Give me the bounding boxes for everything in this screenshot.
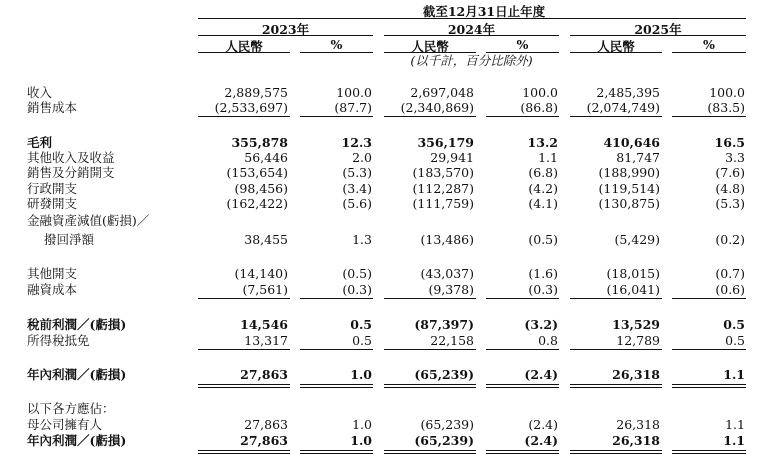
- row-value: (112,287): [412, 181, 474, 196]
- rule-profit-double-1: [672, 384, 746, 385]
- row-value: 16.5: [714, 135, 745, 150]
- row-value: (2.4): [524, 433, 558, 448]
- row-value: 1.1: [725, 417, 745, 432]
- row-value: (86.8): [520, 100, 558, 115]
- row-value: (153,654): [226, 165, 288, 180]
- row-value: 1.0: [350, 433, 372, 448]
- row-label: 研發開支: [27, 196, 78, 211]
- rule-profit-double-1: [570, 384, 662, 385]
- row-value: (16,041): [606, 282, 660, 297]
- row-value: 0.5: [350, 317, 372, 332]
- rule-after-finance-costs: [672, 298, 746, 299]
- rule-after-tax: [672, 349, 746, 350]
- row-value: (5.6): [342, 196, 372, 211]
- row-value: (7,561): [242, 282, 288, 297]
- row-value: (98,456): [234, 181, 288, 196]
- row-value: (0.5): [342, 266, 372, 281]
- row-value: (5,429): [614, 232, 660, 247]
- rule-profit-double-1: [384, 384, 476, 385]
- row-value: (119,514): [598, 181, 660, 196]
- rule-after-finance-costs: [570, 298, 662, 299]
- rule-after-cost-of-sales: [384, 116, 476, 117]
- year-2023-rule: [198, 35, 373, 36]
- row-value: 27,863: [240, 367, 288, 382]
- rule-profit-double-2: [198, 387, 290, 388]
- row-value: 56,446: [244, 150, 288, 165]
- row-value: 26,318: [612, 433, 660, 448]
- row-value: (3.4): [342, 181, 372, 196]
- rule-final-double-2: [672, 453, 746, 454]
- row-value: (5.3): [342, 165, 372, 180]
- row-value: 100.0: [336, 85, 372, 100]
- row-value: 1.1: [723, 367, 745, 382]
- row-value: (65,239): [420, 417, 474, 432]
- row-value: (2,340,869): [400, 100, 474, 115]
- row-value: 13,317: [244, 333, 288, 348]
- rule-pct-2025: [672, 52, 746, 53]
- rule-final-double-1: [570, 450, 662, 451]
- rule-final-double-1: [672, 450, 746, 451]
- row-value: 26,318: [612, 367, 660, 382]
- rule-after-cost-of-sales: [198, 116, 290, 117]
- row-value: (83.5): [707, 100, 745, 115]
- row-value: (0.6): [715, 282, 745, 297]
- rule-currency-2025: [570, 52, 662, 53]
- row-value: (18,015): [606, 266, 660, 281]
- row-value: (2,533,697): [214, 100, 288, 115]
- row-label: 年內利潤／(虧損): [27, 367, 127, 382]
- row-value: 27,863: [240, 433, 288, 448]
- row-label: 撥回淨額: [44, 232, 95, 247]
- rule-final-double-1: [198, 450, 290, 451]
- row-value: 29,941: [430, 150, 474, 165]
- row-label: 收入: [27, 85, 53, 100]
- row-value: 100.0: [709, 85, 745, 100]
- row-value: (3.2): [524, 317, 558, 332]
- row-label: 年內利潤／(虧損): [27, 433, 127, 448]
- row-value: (65,239): [414, 367, 474, 382]
- row-label: 毛利: [27, 135, 53, 150]
- rule-profit-double-2: [672, 387, 746, 388]
- rule-final-double-1: [486, 450, 559, 451]
- rule-final-double-2: [570, 453, 662, 454]
- rule-after-tax: [486, 349, 559, 350]
- row-value: (0.7): [715, 266, 745, 281]
- year-2024: 2024年: [447, 22, 496, 37]
- row-value: (4.8): [715, 181, 745, 196]
- row-label: 以下各方應佔：: [27, 401, 115, 416]
- rule-after-tax: [300, 349, 373, 350]
- row-value: (13,486): [420, 232, 474, 247]
- row-value: (65,239): [414, 433, 474, 448]
- rule-final-double-1: [300, 450, 373, 451]
- row-value: 1.0: [352, 417, 372, 432]
- rule-final-double-2: [198, 453, 290, 454]
- row-value: (9,378): [428, 282, 474, 297]
- rule-after-cost-of-sales: [486, 116, 559, 117]
- row-value: 38,455: [244, 232, 288, 247]
- row-value: (0.3): [342, 282, 372, 297]
- row-value: 356,179: [417, 135, 474, 150]
- row-value: (7.6): [715, 165, 745, 180]
- row-value: (0.3): [528, 282, 558, 297]
- row-value: (6.8): [528, 165, 558, 180]
- period-title: 截至12月31日止年度: [422, 4, 546, 19]
- row-label: 其他開支: [27, 266, 78, 281]
- row-value: (2.4): [524, 367, 558, 382]
- col-pct-2025: %: [703, 37, 715, 52]
- rule-after-finance-costs: [198, 298, 290, 299]
- row-value: 0.5: [723, 317, 745, 332]
- row-value: (14,140): [234, 266, 288, 281]
- col-currency-2024: 人民幣: [411, 39, 449, 54]
- rule-profit-double-2: [486, 387, 559, 388]
- row-value: (0.2): [715, 232, 745, 247]
- rule-profit-double-1: [486, 384, 559, 385]
- row-value: 2,889,575: [224, 85, 288, 100]
- rule-currency-2023: [198, 52, 290, 53]
- row-value: (5.3): [715, 196, 745, 211]
- row-value: 355,878: [231, 135, 288, 150]
- row-value: (183,570): [412, 165, 474, 180]
- rule-after-tax: [384, 349, 476, 350]
- row-value: 0.5: [725, 333, 745, 348]
- rule-after-finance-costs: [486, 298, 559, 299]
- row-label: 銷售成本: [27, 100, 78, 115]
- rule-after-cost-of-sales: [300, 116, 373, 117]
- year-2025-rule: [570, 35, 746, 36]
- row-value: (2.4): [528, 417, 558, 432]
- row-label: 金融資產減值(虧損)／: [27, 213, 150, 228]
- row-value: 14,546: [240, 317, 288, 332]
- row-value: 100.0: [522, 85, 558, 100]
- col-pct-2023: %: [330, 37, 343, 52]
- year-2025: 2025年: [634, 22, 682, 37]
- rule-profit-double-2: [384, 387, 476, 388]
- row-label: 母公司擁有人: [27, 417, 103, 432]
- row-value: 81,747: [616, 150, 660, 165]
- rule-after-finance-costs: [384, 298, 476, 299]
- rule-after-finance-costs: [300, 298, 373, 299]
- rule-final-double-1: [384, 450, 476, 451]
- row-value: (2,074,749): [586, 100, 660, 115]
- col-currency-2023: 人民幣: [225, 39, 263, 54]
- row-value: (87,397): [414, 317, 474, 332]
- row-value: 2,697,048: [410, 85, 474, 100]
- row-value: 13.2: [527, 135, 558, 150]
- row-value: (4.1): [528, 196, 558, 211]
- row-value: (162,422): [226, 196, 288, 211]
- row-label: 所得稅抵免: [27, 333, 90, 348]
- row-value: 22,158: [430, 333, 474, 348]
- row-value: (130,875): [598, 196, 660, 211]
- row-value: 1.0: [350, 367, 372, 382]
- row-value: (0.5): [528, 232, 558, 247]
- row-label: 銷售及分銷開支: [27, 165, 115, 180]
- row-value: (188,990): [598, 165, 660, 180]
- row-value: (1.6): [528, 266, 558, 281]
- row-value: (111,759): [412, 196, 474, 211]
- row-label: 行政開支: [27, 181, 78, 196]
- row-label: 稅前利潤／(虧損): [27, 317, 127, 332]
- rule-profit-double-1: [198, 384, 290, 385]
- row-value: 1.1: [538, 150, 558, 165]
- rule-profit-double-2: [300, 387, 373, 388]
- row-value: 27,863: [244, 417, 288, 432]
- row-label: 其他收入及收益: [27, 150, 115, 165]
- row-value: 12.3: [341, 135, 372, 150]
- header-rule-top: [198, 18, 746, 19]
- row-value: 3.3: [725, 150, 745, 165]
- row-value: 0.5: [352, 333, 372, 348]
- year-2023: 2023年: [261, 22, 310, 37]
- rule-after-tax: [198, 349, 290, 350]
- row-value: 0.8: [538, 333, 558, 348]
- row-value: 2,485,395: [596, 85, 660, 100]
- col-currency-2025: 人民幣: [597, 39, 635, 54]
- row-value: (4.2): [528, 181, 558, 196]
- rule-final-double-2: [300, 453, 373, 454]
- row-value: 2.0: [352, 150, 372, 165]
- rule-profit-double-1: [300, 384, 373, 385]
- row-value: 1.3: [352, 232, 372, 247]
- units-note: (以千計，百分比除外): [410, 53, 533, 68]
- row-value: (43,037): [420, 266, 474, 281]
- row-value: 13,529: [612, 317, 660, 332]
- rule-final-double-2: [384, 453, 476, 454]
- row-value: 26,318: [616, 417, 660, 432]
- row-value: 12,789: [616, 333, 660, 348]
- rule-pct-2023: [300, 52, 373, 53]
- row-value: 1.1: [723, 433, 745, 448]
- rule-after-cost-of-sales: [570, 116, 662, 117]
- row-label: 融資成本: [27, 282, 78, 297]
- row-value: 410,646: [603, 135, 660, 150]
- rule-profit-double-2: [570, 387, 662, 388]
- col-pct-2024: %: [516, 37, 529, 52]
- row-value: (87.7): [334, 100, 372, 115]
- rule-after-cost-of-sales: [672, 116, 746, 117]
- rule-after-tax: [570, 349, 662, 350]
- year-2024-rule: [384, 35, 559, 36]
- rule-final-double-2: [486, 453, 559, 454]
